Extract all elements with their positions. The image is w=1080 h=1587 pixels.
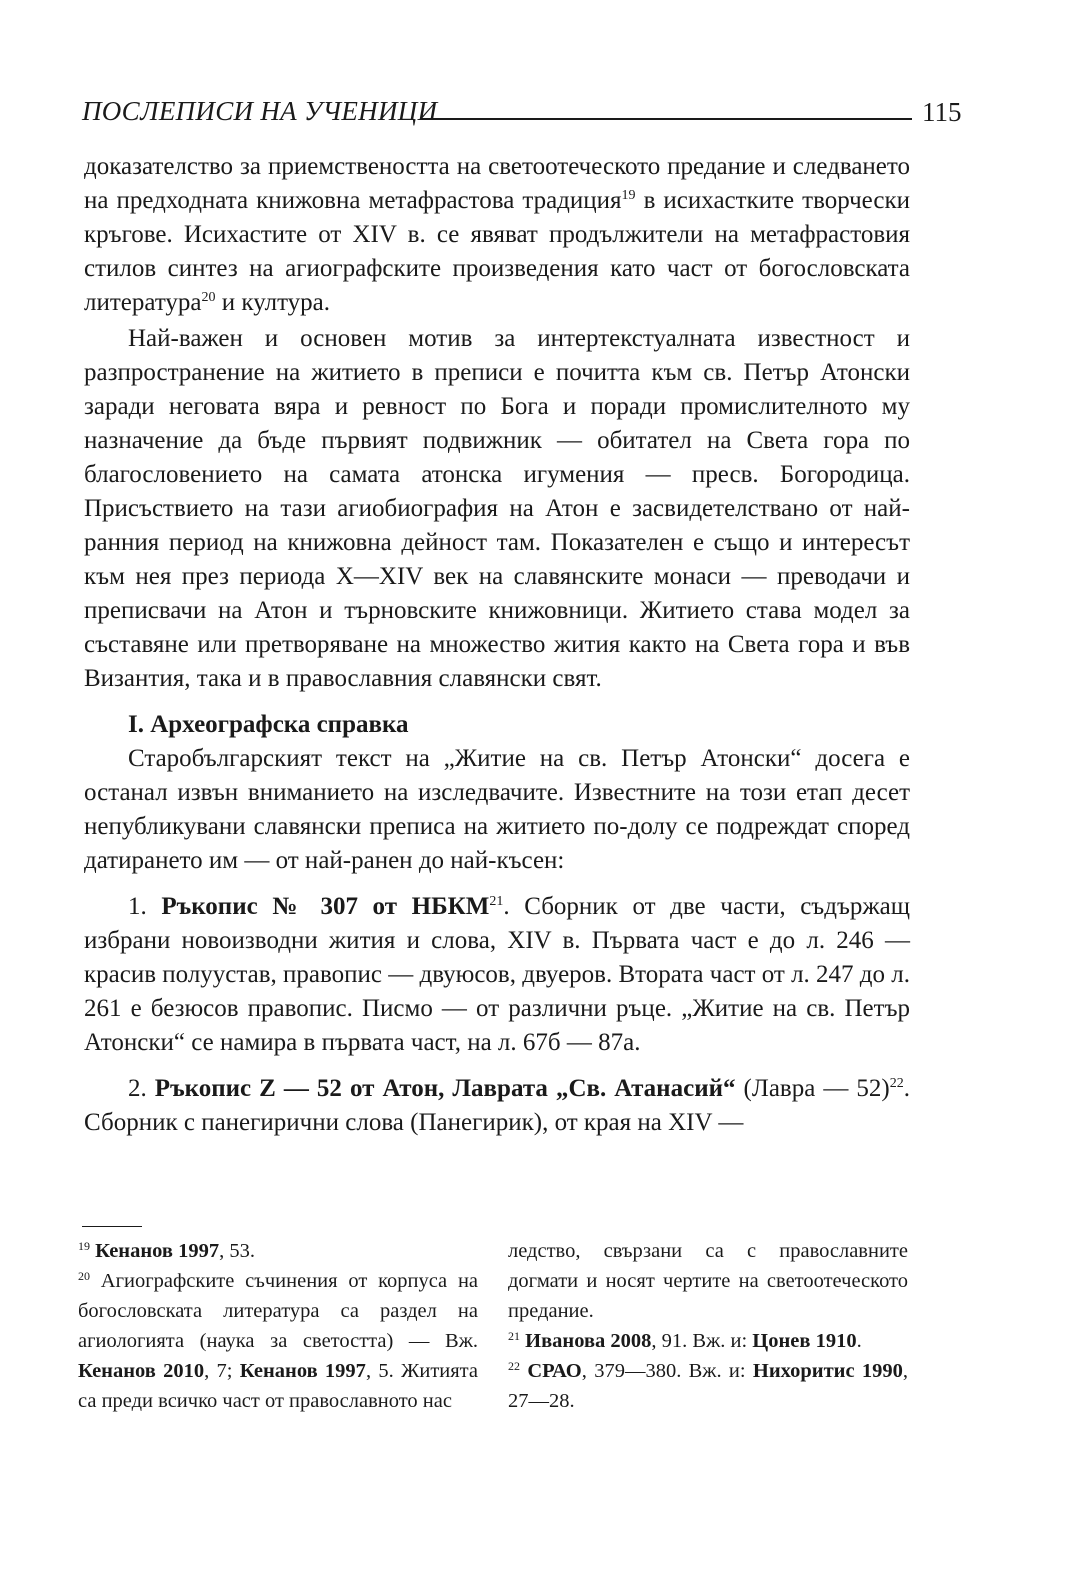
footnote-22-text: , 379—380. Вж. и: bbox=[581, 1360, 753, 1382]
footnote-19 bbox=[78, 1236, 478, 1266]
running-head bbox=[82, 96, 962, 130]
footnote-rule bbox=[82, 1226, 142, 1227]
item-1-number: 1. bbox=[128, 893, 162, 920]
footnote-20-text-a: Агиографските съчинения от корпуса на богословската литература са раздел на агиологията (наука за светостта) — Вж. bbox=[78, 1270, 479, 1352]
footnote-20-citation-a: Кенанов 2010 bbox=[78, 1360, 205, 1382]
item-2-title: Ръкопис Z — 52 от Атон, Лаврата „Св. Атанасий“ bbox=[154, 1075, 736, 1102]
footnote-ref-20: 20 bbox=[201, 290, 216, 305]
footnote-21-end: . bbox=[856, 1330, 862, 1352]
paragraph-3: Старобългарският текст на „Житие на св. Петър Атонски“ досега е останал извън вниманието на изследвачите. Известните на този етап десет непубликувани славянски преписа на житието по-долу се подреждат според датирането им — от най-ранен до най-късен: bbox=[84, 745, 910, 874]
footnote-22-citation-a: СРАО bbox=[527, 1360, 582, 1382]
header-rule bbox=[420, 118, 912, 120]
running-title: ПОСЛЕПИСИ НА УЧЕНИЦИ bbox=[82, 96, 438, 126]
footnote-21-citation-b: Цонев 1910 bbox=[752, 1330, 857, 1352]
footnote-20 bbox=[78, 1266, 478, 1416]
footnote-20-number: 20 bbox=[78, 1269, 90, 1283]
footnote-20-citation-b: Кенанов 1997 bbox=[239, 1360, 366, 1382]
item-2-number: 2. bbox=[128, 1075, 155, 1102]
footnote-22-number: 22 bbox=[508, 1359, 520, 1373]
item-1-text: . Сборник от две части, съдържащ избрани новоизводни жития и слова, XIV в. Първата част е до л. 246 — красив полуустав, правопис — двуюсов, двуеров. Втората част от л. 247 до л. 261 е безюсов правопис. Писмо — от различни ръце. „Житие на св. Петър Атонски“ се намира в първата част, на л. 67б — 87а. bbox=[84, 893, 910, 1056]
footnote-19-citation: Кенанов 1997 bbox=[95, 1240, 220, 1262]
paragraph-1-text-c: и култура. bbox=[215, 289, 331, 316]
section-heading: I. Археографска справка bbox=[128, 711, 409, 738]
footnote-21-citation-a: Иванова 2008 bbox=[525, 1330, 652, 1352]
footnotes-left-column bbox=[78, 1236, 478, 1416]
footnote-21 bbox=[508, 1326, 908, 1356]
footnote-21-text: , 91. Вж. и: bbox=[651, 1330, 753, 1352]
footnote-21-number: 21 bbox=[508, 1329, 520, 1343]
footnote-20-text-b: , 7; bbox=[204, 1360, 240, 1382]
paragraph-1 bbox=[84, 150, 910, 320]
footnote-19-text: , 53. bbox=[219, 1240, 255, 1262]
footnote-20-continuation: ледство, свързани са с православните догмати и носят чертите на светоотеческото предание. bbox=[508, 1240, 908, 1322]
paragraph-1-text-a: доказателство за приемствеността на светоотеческото предание и следването на предходната книжовна метафрастова традиция bbox=[84, 153, 910, 214]
manuscript-item-1 bbox=[84, 890, 910, 1060]
footnote-ref-22: 22 bbox=[889, 1076, 904, 1091]
footnote-22-end: , 27—28. bbox=[508, 1360, 908, 1412]
item-2-text-b: . Сборник с панегирични слова (Панегирик), от края на XIV — bbox=[84, 1075, 910, 1136]
item-2-text-a: (Лавра — 52) bbox=[735, 1075, 890, 1102]
footnote-22-citation-b: Нихоритис 1990 bbox=[752, 1360, 903, 1382]
footnote-ref-21: 21 bbox=[489, 894, 504, 909]
footnote-22 bbox=[508, 1356, 908, 1416]
main-text bbox=[84, 150, 910, 1140]
paragraph-1-text-b: в исихастките творчески кръгове. Исихастите от XIV в. се явяват продължители на метафрастовия стилов синтез на агиографските произведения като част от богословската литература bbox=[84, 187, 911, 316]
footnote-ref-19: 19 bbox=[621, 188, 636, 203]
footnote-19-number: 19 bbox=[78, 1239, 90, 1253]
manuscript-item-2 bbox=[84, 1072, 910, 1140]
paragraph-2: Най-важен и основен мотив за интертекстуалната известност и разпространение на житието в преписи е почитта към св. Петър Атонски заради неговата вяра и ревност по Бога и поради промислителното му назначение да бъде първият подвижник — обитател на Света гора по благословението на самата атонска игумения — пресв. Богородица. Присъствието на тази агиобиография на Атон е засвидетелствано от най-ранния период на книжовна дейност там. Показателен е също и интересът към нея през периода X—XIV век на славянските монаси — преводачи и преписвачи на Атон и търновските книжовници. Житието става модел за съставяне или претворяване на множество жития както на Света гора и във Византия, така и в православния славянски свят. bbox=[84, 325, 910, 692]
footnote-20-text-c: , 5. Житията са преди всичко част от православното нас bbox=[78, 1360, 478, 1412]
page-number: 115 bbox=[922, 97, 962, 127]
footnotes-right-column bbox=[508, 1236, 908, 1416]
item-1-title: Ръкопис № 307 от НБКМ bbox=[161, 893, 490, 920]
